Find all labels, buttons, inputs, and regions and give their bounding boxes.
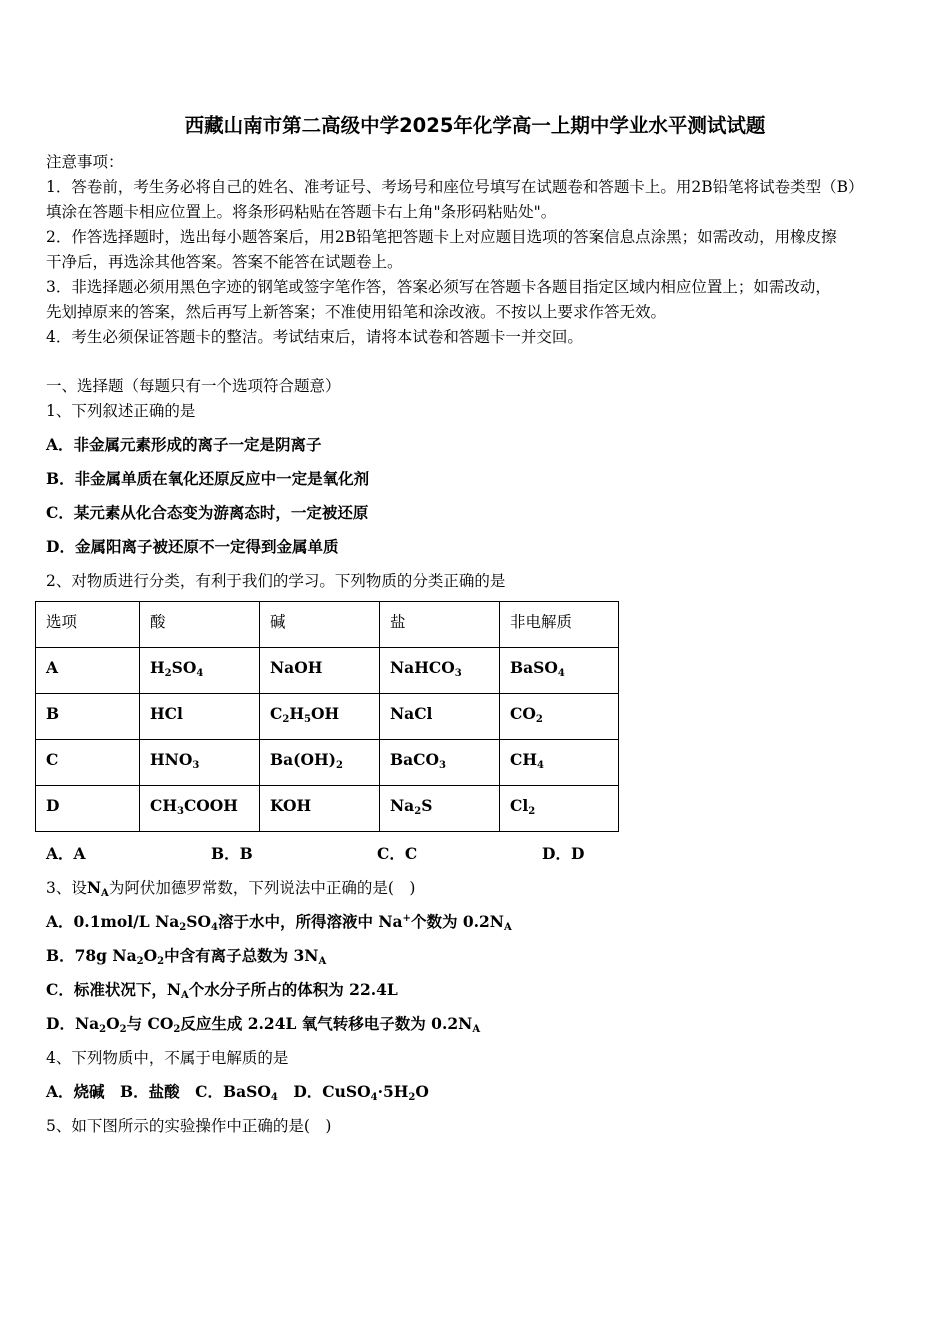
- table-cell: $H_2SO_4$: [140, 648, 260, 694]
- notice-line: 1．答卷前，考生务必将自己的姓名、准考证号、考场号和座位号填写在试题卷和答题卡上。用2B铅笔将试卷类型（B）: [46, 178, 864, 196]
- table-header-cell: 酸: [140, 602, 260, 648]
- table-cell: NaHCO$_3$: [380, 648, 500, 694]
- notice-line: 干净后，再选涂其他答案。答案不能答在试题卷上。: [46, 253, 403, 271]
- notice-line: 先划掉原来的答案，然后再写上新答案；不准使用铅笔和涂改液。不按以上要求作答无效。: [46, 303, 667, 321]
- question-2-stem: 2、对物质进行分类，有利于我们的学习。下列物质的分类正确的是: [46, 572, 506, 590]
- table-cell: BaCO$_3$: [380, 740, 500, 786]
- question-4-option-b: B．盐酸: [120, 1082, 180, 1101]
- table-cell: $CO_2$: [500, 694, 619, 740]
- question-1-option-b: B．非金属单质在氧化还原反应中一定是氧化剂: [46, 469, 370, 488]
- table-cell: KOH: [260, 786, 380, 832]
- table-header-cell: 碱: [260, 602, 380, 648]
- table-cell: NaOH: [260, 648, 380, 694]
- question-2-option-c: C．C: [377, 844, 418, 863]
- notice-line: 2．作答选择题时，选出每小题答案后，用2B铅笔把答题卡上对应题目选项的答案信息点涂黑；如需改动，用橡皮擦: [46, 228, 837, 246]
- table-cell: D: [36, 786, 140, 832]
- question-3-stem: 3、设$N_A$为阿伏加德罗常数，下列说法中正确的是( ): [46, 878, 416, 899]
- question-2-option-b: B．B: [211, 844, 253, 863]
- table-header-cell: 选项: [36, 602, 140, 648]
- question-3-option-c: C．标准状况下，$N_A$个水分子所占的体积为 22.4L: [46, 980, 398, 1001]
- table-cell: BaSO$_4$: [500, 648, 619, 694]
- question-1-option-d: D．金属阳离子被还原不一定得到金属单质: [46, 537, 339, 556]
- table-header-row: [36, 602, 619, 648]
- table-cell: C: [36, 740, 140, 786]
- table-cell: HCl: [140, 694, 260, 740]
- question-4-option-a: A．烧碱: [46, 1082, 105, 1101]
- question-2-option-d: D．D: [542, 844, 585, 863]
- table-cell: NaCl: [380, 694, 500, 740]
- table-cell: $CH_3COOH$: [140, 786, 260, 832]
- question-1-stem: 1、下列叙述正确的是: [46, 402, 196, 420]
- table-cell: $Cl_2$: [500, 786, 619, 832]
- table-row: [36, 648, 619, 694]
- question-3-option-b: B．78g $Na_2O_2$中含有离子总数为 $3N_A$: [46, 946, 327, 967]
- question-3-option-a: A．0.1mol/L $Na_2SO_4$溶于水中，所得溶液中 Na+个数为 $0.2N_A$: [46, 912, 512, 933]
- notice-heading: 注意事项：: [46, 153, 124, 171]
- table-row: [36, 786, 619, 832]
- section-heading: 一、选择题（每题只有一个选项符合题意）: [46, 377, 341, 395]
- table-cell: $Ba(OH)_2$: [260, 740, 380, 786]
- question-4-option-d: D．$CuSO_4\cdot 5H_2O$: [293, 1082, 429, 1103]
- notice-line: 填涂在答题卡相应位置上。将条形码粘贴在答题卡右上角"条形码粘贴处"。: [46, 203, 557, 221]
- table-cell: $Na_2S$: [380, 786, 500, 832]
- question-1-option-a: A．非金属元素形成的离子一定是阴离子: [46, 435, 322, 454]
- question-4-option-c: C．BaSO$_4$: [195, 1082, 278, 1103]
- page-title: 西藏山南市第二高级中学2025年化学高一上期中学业水平测试试题: [184, 114, 766, 137]
- question-3-option-d: D．$Na_2O_2$与 $CO_2$反应生成 2.24L 氧气转移电子数为 $0.2N_A$: [46, 1014, 481, 1035]
- table-header-cell: 盐: [380, 602, 500, 648]
- table-header-cell: 非电解质: [500, 602, 619, 648]
- table-cell: A: [36, 648, 140, 694]
- notice-line: 4．考生必须保证答题卡的整洁。考试结束后，请将本试卷和答题卡一并交回。: [46, 328, 583, 346]
- question-1-option-c: C．某元素从化合态变为游离态时，一定被还原: [46, 503, 369, 522]
- table-cell: $CH_4$: [500, 740, 619, 786]
- table-row: [36, 694, 619, 740]
- notice-line: 3．非选择题必须用黑色字迹的钢笔或签字笔作答，答案必须写在答题卡各题目指定区域内相应位置上；如需改动，: [46, 278, 831, 296]
- table-cell: $C_2H_5OH$: [260, 694, 380, 740]
- table-row: [36, 740, 619, 786]
- table-cell: $HNO_3$: [140, 740, 260, 786]
- table-cell: B: [36, 694, 140, 740]
- question-4-options: [46, 1082, 429, 1102]
- question-4-stem: 4、下列物质中，不属于电解质的是: [46, 1049, 289, 1067]
- question-2-option-a: A．A: [46, 844, 86, 863]
- question-5-stem: 5、如下图所示的实验操作中正确的是( ): [46, 1117, 332, 1135]
- classification-table: [35, 601, 619, 832]
